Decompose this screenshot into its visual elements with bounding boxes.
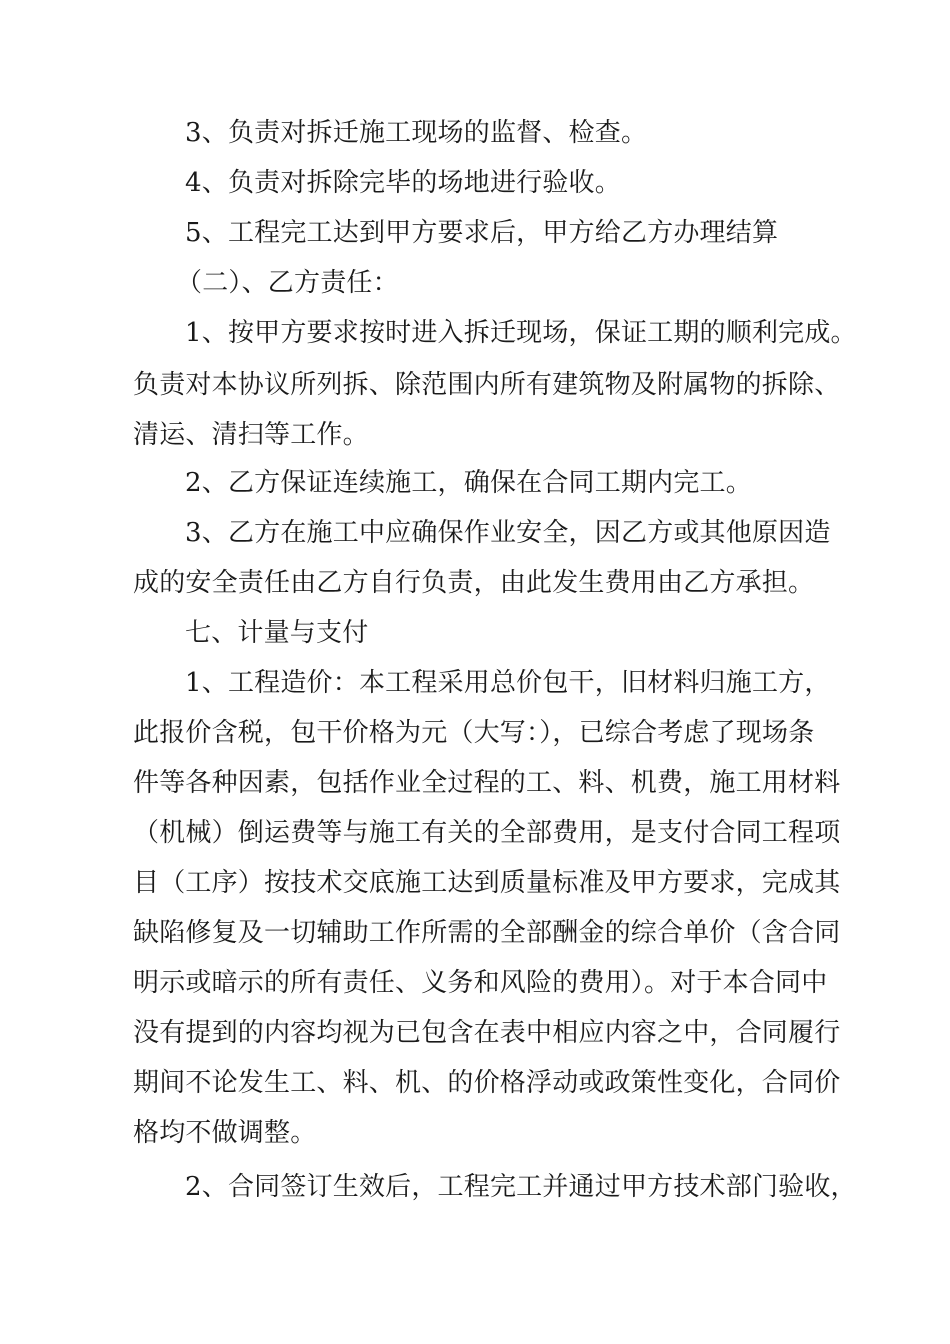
cost-clause-line-7: 明示或暗示的所有责任、义务和风险的费用）。对于本合同中: [133, 968, 828, 998]
party-a-duty-3: 3、负责对拆迁施工现场的监督、检查。: [185, 118, 648, 148]
cost-clause-line-4: （机械）倒运费等与施工有关的全部费用，是支付合同工程项: [133, 818, 841, 848]
party-b-duty-1-line-2: 负责对本协议所列拆、除范围内所有建筑物及附属物的拆除、: [133, 370, 841, 400]
party-b-duty-3-line-2: 成的安全责任由乙方自行负责，由此发生费用由乙方承担。: [133, 568, 815, 598]
cost-clause-line-10: 格均不做调整。: [133, 1118, 317, 1148]
cost-clause-line-9: 期间不论发生工、料、机、的价格浮动或政策性变化，合同价: [133, 1068, 841, 1098]
party-b-duty-1-line-1: 1、按甲方要求按时进入拆迁现场，保证工期的顺利完成。: [185, 318, 857, 348]
cost-clause-line-1: 1、工程造价：本工程采用总价包干，旧材料归施工方，: [185, 668, 831, 698]
party-b-duty-3-line-1: 3、乙方在施工中应确保作业安全，因乙方或其他原因造: [185, 518, 831, 548]
cost-clause-line-6: 缺陷修复及一切辅助工作所需的全部酬金的综合单价（含合同: [133, 918, 841, 948]
section-party-b-heading: （二）、乙方责任：: [176, 268, 399, 298]
party-b-duty-2: 2、乙方保证连续施工，确保在合同工期内完工。: [185, 468, 752, 498]
cost-clause-line-8: 没有提到的内容均视为已包含在表中相应内容之中，合同履行: [133, 1018, 841, 1048]
cost-clause-line-5: 目（工序）按技术交底施工达到质量标准及甲方要求，完成其: [133, 868, 841, 898]
party-a-duty-4: 4、负责对拆除完毕的场地进行验收。: [185, 168, 621, 198]
party-a-duty-5: 5、工程完工达到甲方要求后，甲方给乙方办理结算: [185, 218, 779, 248]
party-b-duty-1-line-3: 清运、清扫等工作。: [133, 420, 369, 450]
cost-clause-line-3: 件等各种因素，包括作业全过程的工、料、机费，施工用材料: [133, 768, 841, 798]
payment-clause-line-1: 2、合同签订生效后，工程完工并通过甲方技术部门验收，: [185, 1172, 857, 1202]
section-measurement-payment-heading: 七、计量与支付: [185, 618, 369, 648]
cost-clause-line-2: 此报价含税，包干价格为元（大写：），已综合考虑了现场条: [133, 718, 815, 748]
